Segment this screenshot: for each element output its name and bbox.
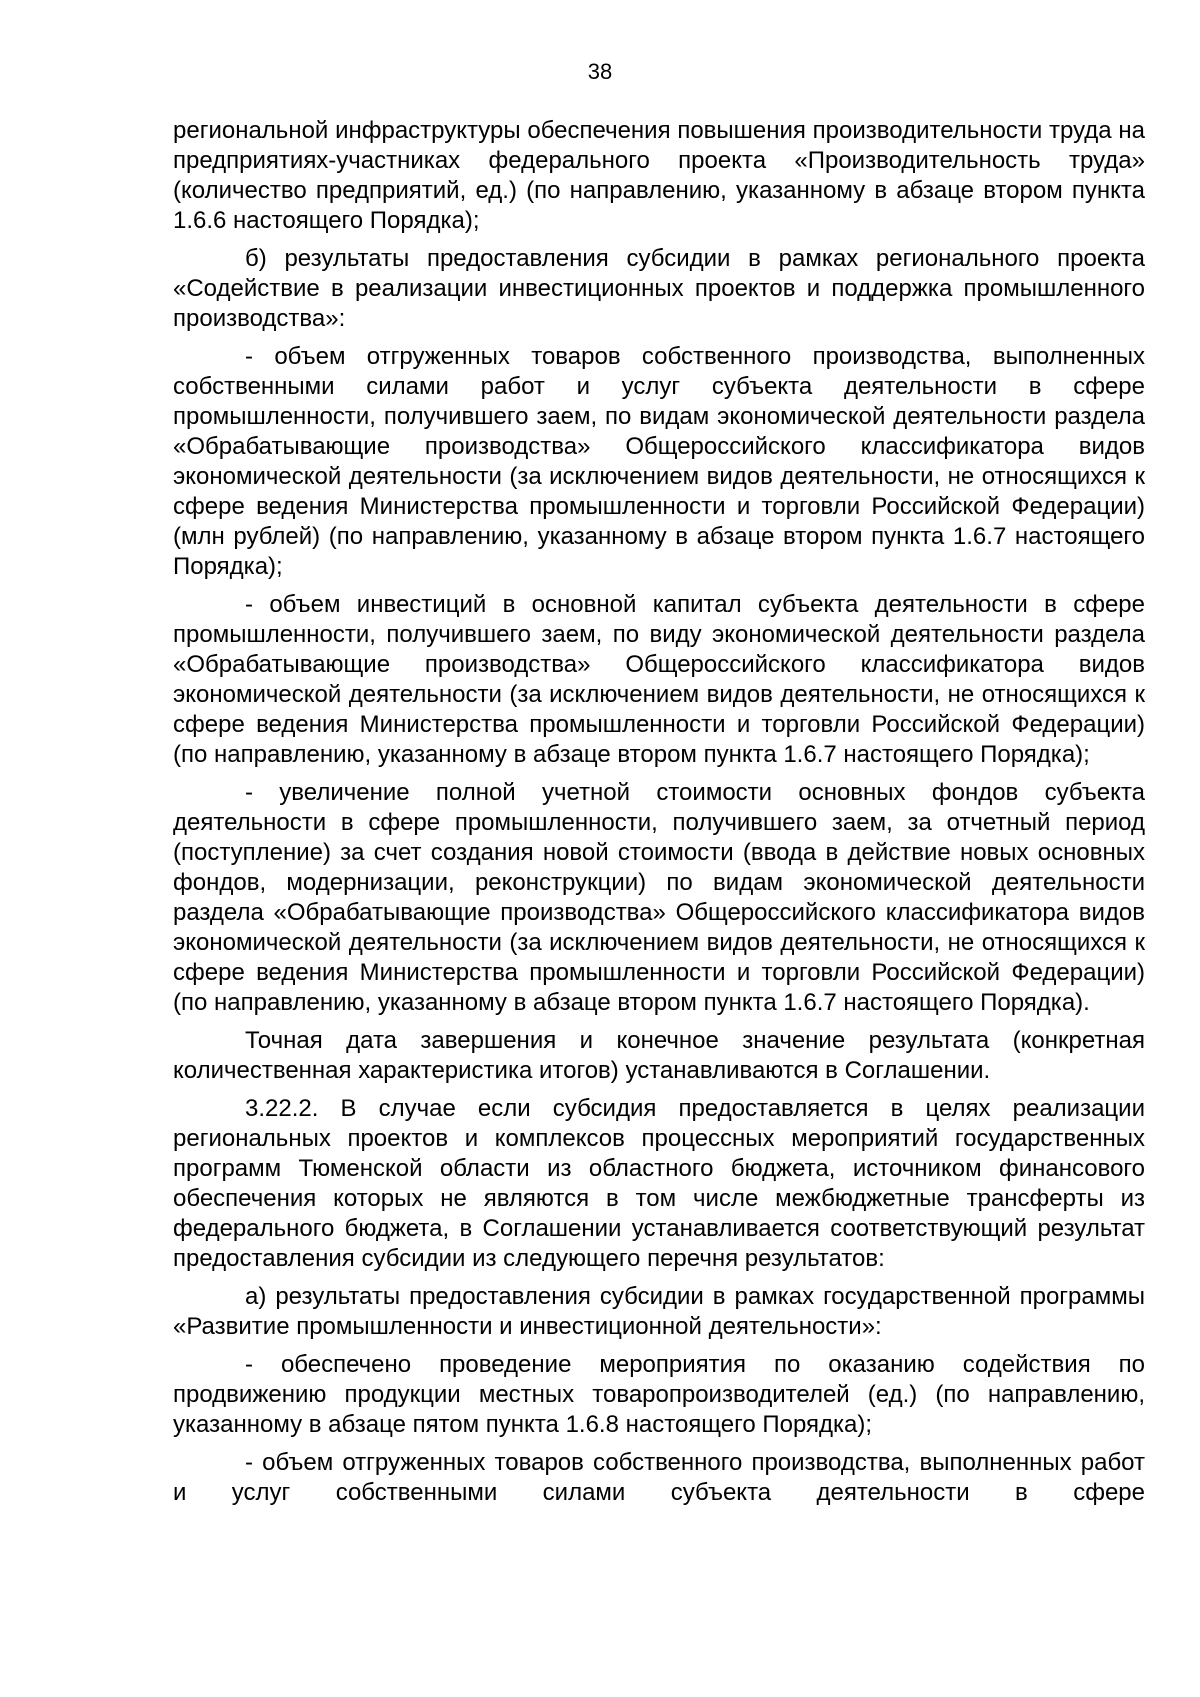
paragraph-fixed-assets-increase: - увеличение полной учетной стоимости основных фондов субъекта деятельности в сфере промышленности, получившего заем, за отчетный период (поступление) за счет создания новой стоимости (ввода в действие новых основных фондов, модернизации, реконструкции) по видам экономической деятельности раздела «Обрабатывающие производства» Общероссийского классификатора видов экономической деятельности (за исключением видов деятельности, не относящихся к сфере ведения Министерства промышленности и торговли Российской Федерации) (по направлению, указанному в абзаце втором пункта 1.6.7 настоящего Порядка). bbox=[173, 779, 1145, 1016]
paragraph-shipped-goods-volume: - объем отгруженных товаров собственного производства, выполненных собственными силами работ и услуг субъекта деятельности в сфере промышленности, получившего заем, по видам экономической деятельности раздела «Обрабатывающие производства» Общероссийского классификатора видов экономической деятельности (за исключением видов деятельности, не относящихся к сфере ведения Министерства промышленности и торговли Российской Федерации) (млн рублей) (по направлению, указанному в абзаце втором пункта 1.6.7 настоящего Порядка); bbox=[173, 343, 1145, 580]
paragraph-3-22-2: 3.22.2. В случае если субсидия предоставляется в целях реализации региональных проектов и комплексов процессных мероприятий государственных программ Тюменской области из областного бюджета, источником финансового обеспечения которых не являются в том числе межбюджетные трансферты из федерального бюджета, в Соглашении устанавливается соответствующий результат предоставления субсидии из следующего перечня результатов: bbox=[173, 1095, 1145, 1272]
paragraph-shipped-goods-own-forces: - объем отгруженных товаров собственного производства, выполненных работ и услуг собственными силами субъекта деятельности в сфере bbox=[173, 1449, 1145, 1506]
document-body bbox=[173, 116, 1145, 1516]
paragraph-investment-volume: - объем инвестиций в основной капитал субъекта деятельности в сфере промышленности, получившего заем, по виду экономической деятельности раздела «Обрабатывающие производства» Общероссийского классификатора видов экономической деятельности (за исключением видов деятельности, не относящихся к сфере ведения Министерства промышленности и торговли Российской Федерации) (по направлению, указанному в абзаце втором пункта 1.6.7 настоящего Порядка); bbox=[173, 591, 1145, 768]
paragraph-continuation: региональной инфраструктуры обеспечения повышения производительности труда на предприятиях-участниках федерального проекта «Производительность труда» (количество предприятий, ед.) (по направлению, указанному в абзаце втором пункта 1.6.6 настоящего Порядка); bbox=[173, 117, 1145, 234]
paragraph-regional-project-results: б) результаты предоставления субсидии в рамках регионального проекта «Содействие в реализации инвестиционных проектов и поддержка промышленного производства»: bbox=[173, 245, 1145, 332]
paragraph-state-program-results: а) результаты предоставления субсидии в рамках государственной программы «Развитие промышленности и инвестиционной деятельности»: bbox=[173, 1283, 1145, 1340]
paragraph-exact-date: Точная дата завершения и конечное значение результата (конкретная количественная характеристика итогов) устанавливаются в Соглашении. bbox=[173, 1027, 1145, 1084]
page-number: 38 bbox=[587, 59, 613, 84]
paragraph-promotion-event: - обеспечено проведение мероприятия по оказанию содействия по продвижению продукции местных товаропроизводителей (ед.) (по направлению, указанному в абзаце пятом пункта 1.6.8 настоящего Порядка); bbox=[173, 1351, 1145, 1438]
